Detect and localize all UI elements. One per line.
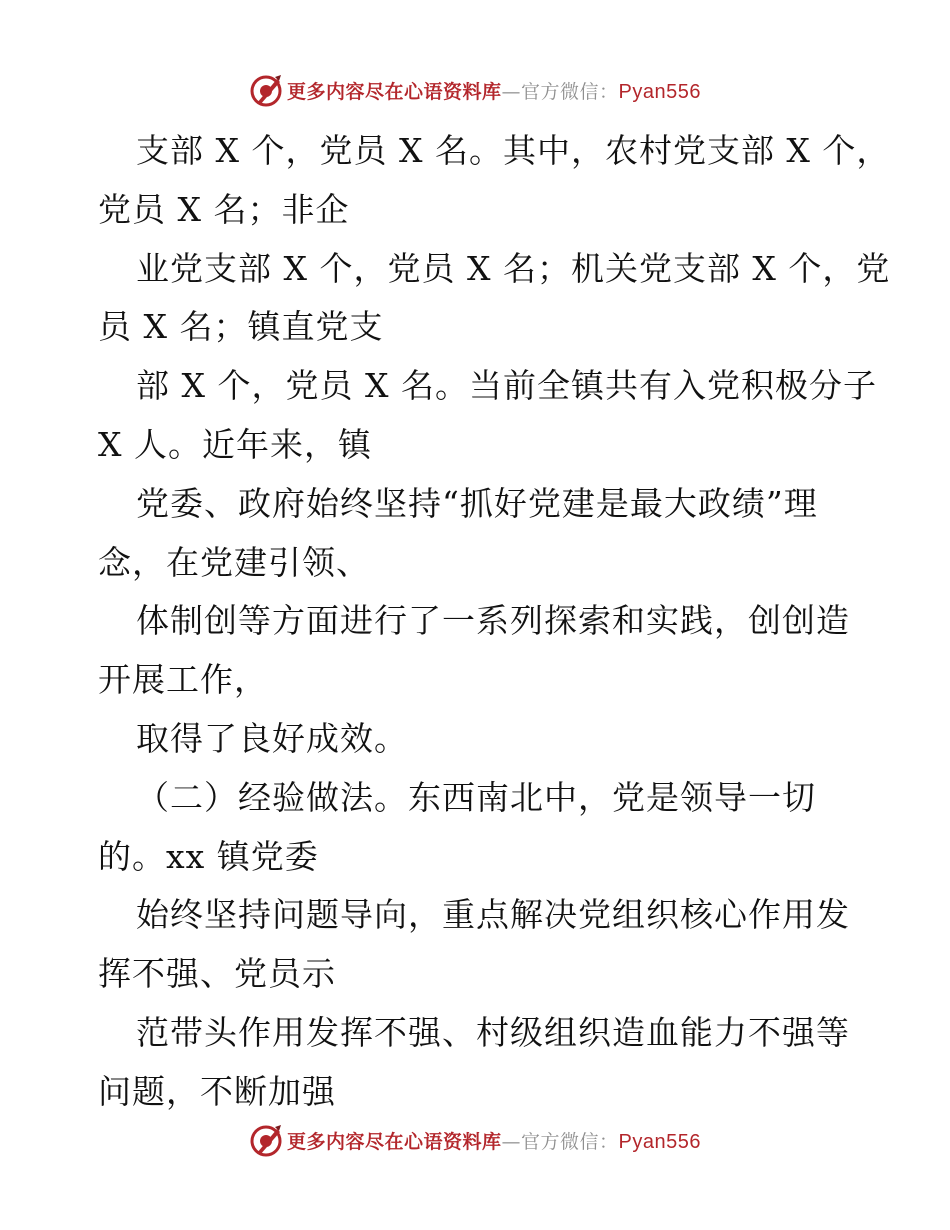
header-banner: [0, 70, 950, 110]
body-line: 挥不强、党员示: [98, 954, 336, 994]
banner-main-text: 更多内容尽在心语资料库: [287, 1130, 502, 1153]
body-line: 支部 X 个，党员 X 名。其中，农村党支部 X 个，: [136, 131, 891, 170]
body-line: 取得了良好成效。: [136, 718, 408, 758]
banner-text: [287, 77, 701, 104]
banner-text: [287, 1127, 701, 1154]
body-line: X 人。近年来，镇: [98, 424, 372, 464]
body-line: 的。xx 镇党委: [98, 836, 319, 876]
banner-main-text: 更多内容尽在心语资料库: [287, 80, 502, 103]
body-line: 开展工作，: [98, 660, 268, 700]
banner-wechat-id: Pyan556: [618, 1130, 701, 1153]
banner-separator: —: [501, 80, 522, 103]
banner-sub-text: 官方微信：: [521, 1130, 619, 1153]
banner-separator: —: [501, 1130, 522, 1153]
body-line: 体制创等方面进行了一系列探索和实践，创创造: [136, 601, 850, 641]
document-body: [98, 122, 898, 1122]
banner-wechat-id: Pyan556: [618, 80, 701, 103]
section-heading-line: （二）经验做法。东西南北中，党是领导一切: [136, 777, 816, 817]
logo-icon: [249, 1123, 283, 1157]
body-line: 始终坚持问题导向，重点解决党组织核心作用发: [136, 895, 850, 935]
body-line: 业党支部 X 个，党员 X 名；机关党支部 X 个，党: [136, 248, 891, 288]
body-line: 部 X 个，党员 X 名。当前全镇共有入党积极分子: [136, 366, 877, 406]
body-line: 党委、政府始终坚持“抓好党建是最大政绩”理: [136, 483, 818, 523]
body-line: 员 X 名；镇直党支: [98, 307, 384, 347]
body-line: 问题，不断加强: [98, 1071, 336, 1111]
logo-icon: [249, 73, 283, 107]
footer-banner: [0, 1120, 950, 1160]
body-line: 念，在党建引领、: [98, 542, 370, 582]
banner-sub-text: 官方微信：: [521, 80, 619, 103]
body-line: 党员 X 名；非企: [98, 189, 350, 229]
body-line: 范带头作用发挥不强、村级组织造血能力不强等: [136, 1012, 850, 1052]
